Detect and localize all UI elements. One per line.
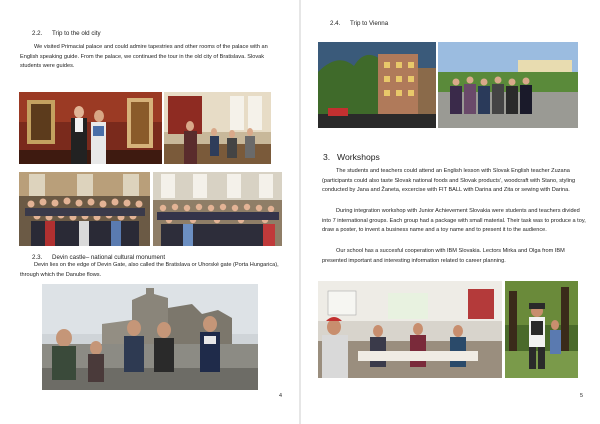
photo-workshop-classroom xyxy=(318,281,502,378)
page-number-left: 4 xyxy=(279,393,282,399)
heading-title: Trip to the old city xyxy=(52,30,101,37)
paragraph-workshops-1: The students and teachers could attend an English lesson with Slovak English teacher Zuzana (participants could also taste Slovak national foods and Slovak products’, woodcraft with Stano, styling conducted by Jana and Žaneta, excercise with FIT BALL with Darina and Zita or sewing with Darina. xyxy=(322,168,576,194)
heading-workshops xyxy=(323,152,380,162)
paragraph-trip-old-city: We visited Primacial palace and could admire tapestries and other rooms of the palace with an English speaking guide. From the palace, we continued the tour in the old city of Bratislava. Slovak students were guides. xyxy=(20,44,268,70)
heading-trip-old-city xyxy=(32,30,101,37)
heading-vienna xyxy=(330,20,388,27)
photo-vienna-group xyxy=(438,42,578,128)
paragraph-workshops-3: Our school has a succesful cooperation with IBM Slovakia. Lectors Mirka and Olga from IBM presented important and interesting information related to career planning. xyxy=(322,248,565,264)
photo-outdoor-costume xyxy=(505,281,578,378)
heading-title: Trip to Vienna xyxy=(350,20,389,27)
photo-group-indoor xyxy=(19,172,150,246)
heading-title: Devin castle– national cultural monument xyxy=(52,254,166,261)
photo-group-hall xyxy=(153,172,282,246)
heading-number: 3. xyxy=(323,152,331,162)
heading-devin xyxy=(32,254,165,261)
paragraph-devin: Devin lies on the edge of Devin Gate, also called the Bratislava or Uhorské gate (Porta Hungarica), through which the Danube flows. xyxy=(20,262,279,278)
heading-number: 2.3. xyxy=(32,254,43,261)
heading-title: Workshops xyxy=(337,152,380,162)
photo-palace-guide xyxy=(19,92,162,164)
photo-vienna-building xyxy=(318,42,436,128)
right-page xyxy=(301,0,600,424)
page-number-right: 5 xyxy=(580,393,583,399)
left-page xyxy=(0,0,299,424)
heading-number: 2.4. xyxy=(330,20,341,27)
paragraph-workshops-2: During integration workshop with Junior Achievement Slovakia were students and teachers divided into 7 international groups. Each group had a package with small material. Their task was to produce a toy, draw a poster, to invent a business name and a toy name and to present it to the audience. xyxy=(322,208,586,234)
photo-palace-hall xyxy=(164,92,271,164)
photo-devin-castle xyxy=(42,284,258,390)
heading-number: 2.2. xyxy=(32,30,43,37)
